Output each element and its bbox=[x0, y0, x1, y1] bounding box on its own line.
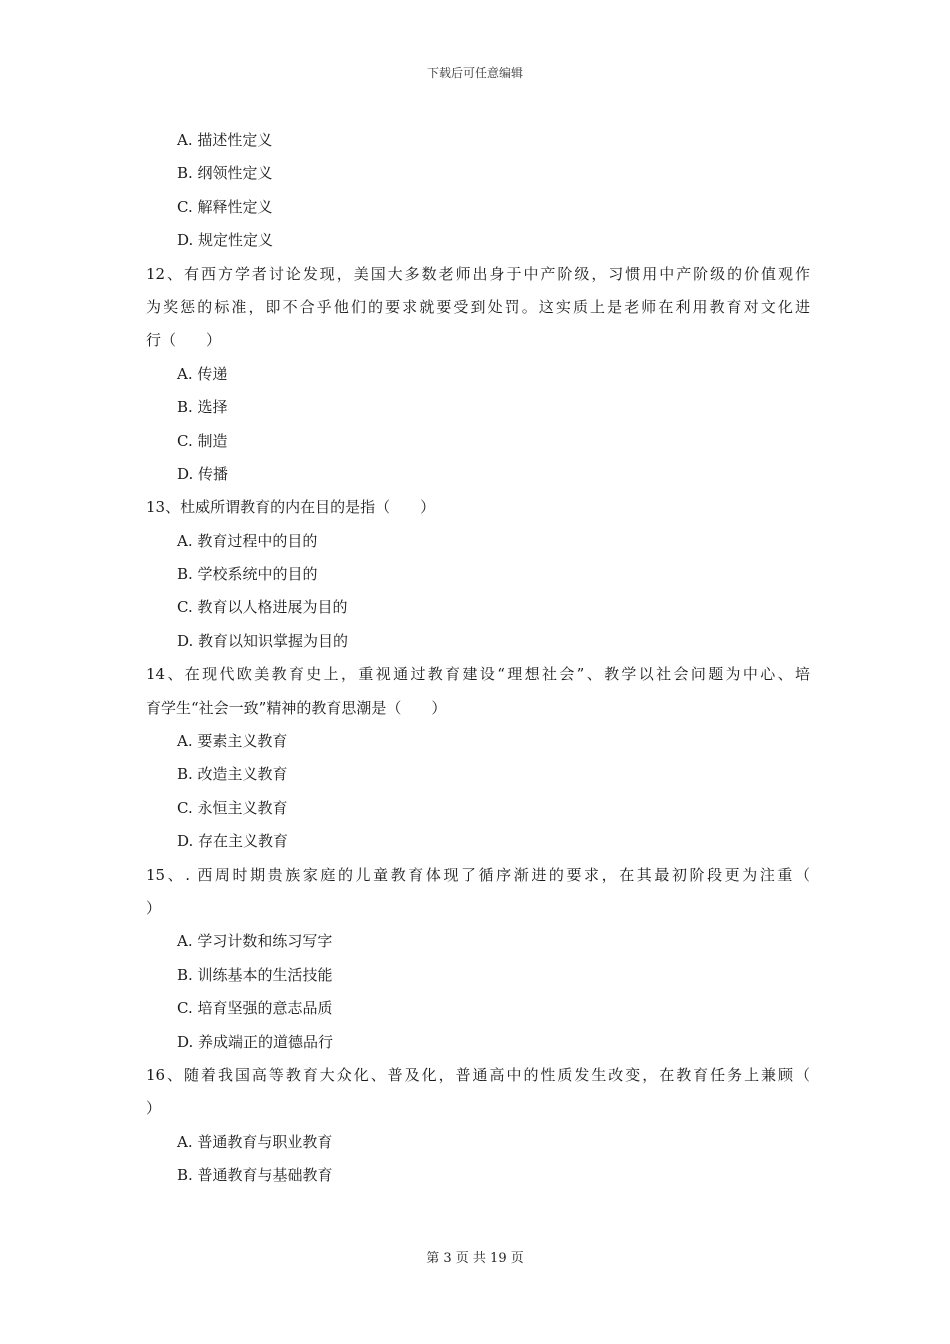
document-body bbox=[146, 124, 810, 1193]
question-text-line: ） bbox=[146, 898, 162, 917]
question-text-line: 16、随着我国高等教育大众化、普及化，普通高中的性质发生改变，在教育任务上兼顾（ bbox=[146, 1065, 810, 1084]
option-item: C. 解释性定义 bbox=[177, 197, 273, 216]
question-15-options bbox=[146, 925, 810, 1059]
question-text-line: 育学生“社会一致”精神的教育思潮是（ ） bbox=[146, 698, 447, 717]
page-number: 第 3 页 共 19 页 bbox=[426, 1251, 524, 1266]
question-14-options bbox=[146, 725, 810, 859]
option-item: D. 存在主义教育 bbox=[177, 832, 289, 851]
option-item: B. 改造主义教育 bbox=[177, 765, 288, 784]
option-item: B. 学校系统中的目的 bbox=[177, 565, 318, 584]
question-text-line: 为奖惩的标准，即不合乎他们的要求就要受到处罚。这实质上是老师在利用教育对文化进 bbox=[146, 297, 810, 316]
option-item: A. 传递 bbox=[177, 364, 228, 383]
option-item: C. 教育以人格进展为目的 bbox=[177, 598, 348, 617]
option-item: B. 选择 bbox=[177, 398, 228, 417]
question-text-line: 12、有西方学者讨论发现，美国大多数老师出身于中产阶级，习惯用中产阶级的价值观作 bbox=[146, 264, 810, 283]
question-16-options bbox=[146, 1126, 810, 1193]
option-item: A. 学习计数和练习写字 bbox=[177, 932, 333, 951]
option-item: A. 普通教育与职业教育 bbox=[177, 1132, 333, 1151]
question-15 bbox=[146, 859, 810, 926]
question-12-options bbox=[146, 358, 810, 492]
previous-question-options bbox=[146, 124, 810, 258]
question-text-line: 行（ ） bbox=[146, 331, 222, 350]
option-item: B. 普通教育与基础教育 bbox=[177, 1166, 333, 1185]
option-item: C. 永恒主义教育 bbox=[177, 798, 288, 817]
option-item: C. 制造 bbox=[177, 431, 228, 450]
question-13-options bbox=[146, 525, 810, 659]
question-12 bbox=[146, 258, 810, 358]
question-text-line: 14、在现代欧美教育史上，重视通过教育建设“理想社会”、教学以社会问题为中心、培 bbox=[146, 665, 810, 684]
option-item: B. 训练基本的生活技能 bbox=[177, 965, 333, 984]
option-item: A. 教育过程中的目的 bbox=[177, 531, 318, 550]
question-14 bbox=[146, 658, 810, 725]
question-16 bbox=[146, 1059, 810, 1126]
option-item: A. 要素主义教育 bbox=[177, 732, 288, 751]
option-item: D. 规定性定义 bbox=[177, 231, 274, 250]
page-header: 下载后可任意编辑 bbox=[426, 66, 523, 80]
option-item: D. 传播 bbox=[177, 464, 229, 483]
option-item: D. 养成端正的道德品行 bbox=[177, 1032, 334, 1051]
option-item: C. 培育坚强的意志品质 bbox=[177, 999, 333, 1018]
question-text-line: 15、. 西周时期贵族家庭的儿童教育体现了循序渐进的要求，在其最初阶段更为注重（ bbox=[146, 865, 810, 884]
option-item: D. 教育以知识掌握为目的 bbox=[177, 631, 349, 650]
question-text-line: 13、杜威所谓教育的内在目的是指（ ） bbox=[146, 498, 436, 517]
question-13 bbox=[146, 491, 810, 524]
option-item: B. 纲领性定义 bbox=[177, 164, 273, 183]
option-item: A. 描述性定义 bbox=[177, 131, 273, 149]
question-text-line: ） bbox=[146, 1099, 162, 1118]
